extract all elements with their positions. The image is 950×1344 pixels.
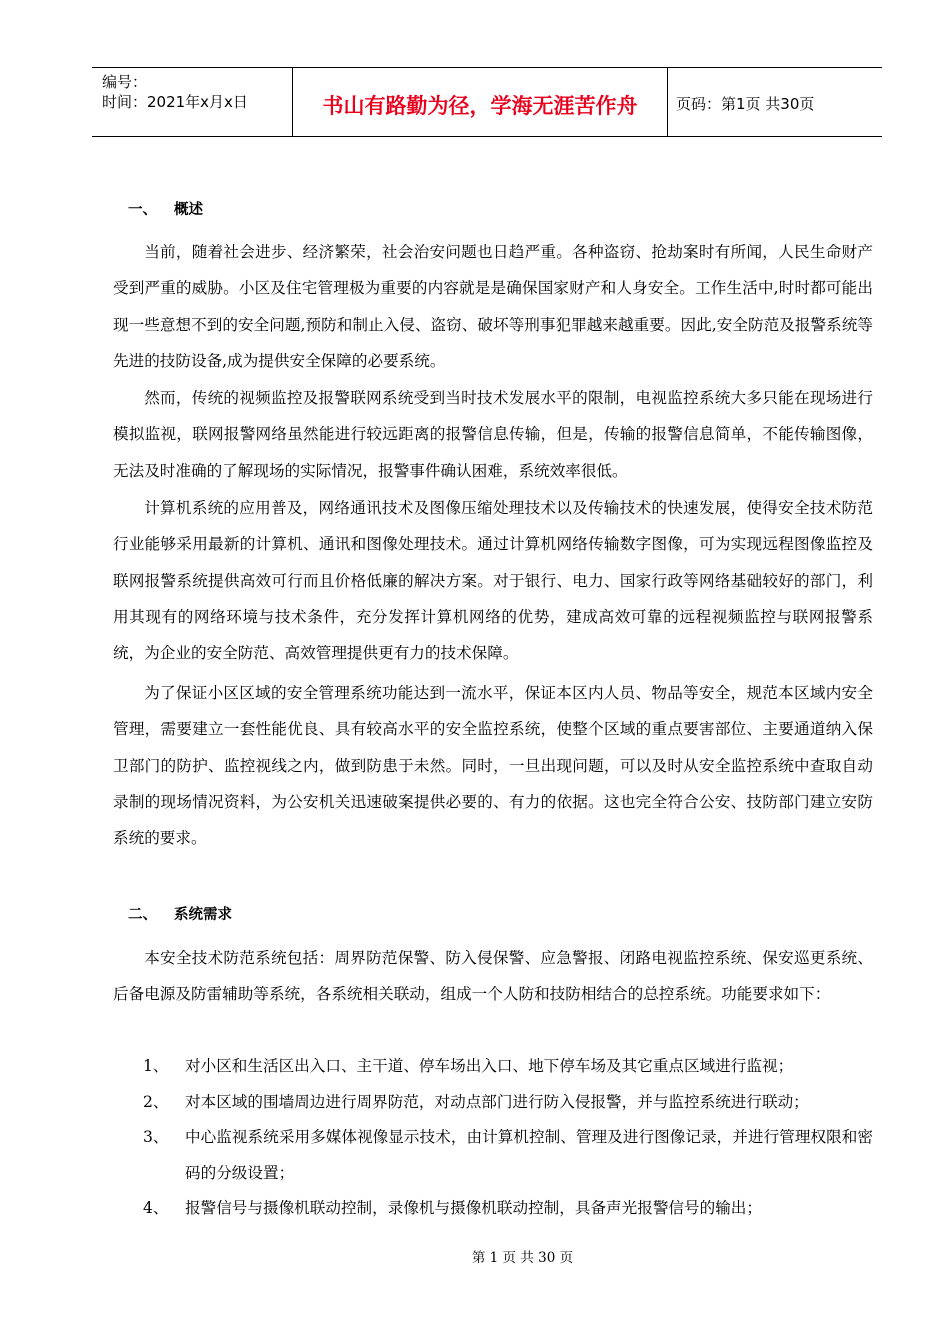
list-item-number: 1、 <box>143 1057 169 1075</box>
list-item <box>113 1120 873 1191</box>
paragraph: 本安全技术防范系统包括：周界防范保警、防入侵保警、应急警报、闭路电视监控系统、保安巡更系统、后备电源及防雷辅助等系统，各系统相关联动，组成一个人防和技防相结合的总控系统。功能要求如下： <box>113 949 873 1004</box>
list-item <box>113 1085 873 1121</box>
paragraph: 然而，传统的视频监控及报警联网系统受到当时技术发展水平的限制，电视监控系统大多只能在现场进行模拟监视，联网报警网络虽然能进行较远距离的报警信息传输，但是，传输的报警信息简单，不能传输图像，无法及时准确的了解现场的实际情况，报警事件确认困难，系统效率很低。 <box>113 389 873 480</box>
section-title-requirements <box>128 903 232 924</box>
list-item-text: 中心监视系统采用多媒体视像显示技术，由计算机控制、管理及进行图像记录，并进行管理权限和密码的分级设置； <box>185 1128 873 1182</box>
list-item-number: 2、 <box>143 1092 169 1111</box>
list-item <box>113 1191 873 1227</box>
section-title-text: 系统需求 <box>174 907 232 923</box>
section-title-text: 概述 <box>174 202 203 218</box>
requirements-list <box>113 1049 873 1227</box>
document-number-label: 编号： <box>102 73 148 91</box>
header-page-cell <box>667 68 882 136</box>
section-number: 一、 <box>128 202 157 218</box>
section-number: 二、 <box>128 907 157 923</box>
list-item-text: 报警信号与摄像机联动控制，录像机与摄像机联动控制，具备声光报警信号的输出； <box>185 1199 762 1217</box>
list-item <box>113 1049 873 1085</box>
header-page-info: 页码：第1页 共30页 <box>676 95 815 113</box>
header-motto: 书山有路勤为径，学海无涯苦作舟 <box>322 94 638 118</box>
section-title-overview <box>128 198 203 219</box>
list-item-number: 4、 <box>143 1199 169 1217</box>
header-info-cell <box>92 68 292 136</box>
list-item-number: 3、 <box>143 1128 169 1146</box>
page-footer: 第 1 页 共 30 页 <box>471 1250 574 1266</box>
document-header <box>92 67 882 137</box>
list-item-text: 对本区域的围墙周边进行周界防范，对动点部门进行防入侵报警，并与监控系统进行联动； <box>185 1092 809 1111</box>
paragraph: 计算机系统的应用普及，网络通讯技术及图像压缩处理技术以及传输技术的快速发展，使得安全技术防范行业能够采用最新的计算机、通讯和图像处理技术。通过计算机网络传输数字图像，可为实现远程图像监控及联网报警系统提供高效可行而且价格低廉的解决方案。对于银行、电力、国家行政等网络基础较好的部门，利用其现有的网络环境与技术条件，充分发挥计算机网络的优势，建成高效可靠的远程视频监控与联网报警系统，为企业的安全防范、高效管理提供更有力的技术保障。 <box>113 499 873 663</box>
paragraph: 当前，随着社会进步、经济繁荣，社会治安问题也日趋严重。各种盗窃、抢劫案时有所闻，人民生命财产受到严重的威胁。小区及住宅管理极为重要的内容就是是确保国家财产和人身安全。工作生活中,时时都可能出现一些意想不到的安全问题,预防和制止入侵、盗窃、破坏等刑事犯罪越来越重要。因此,安全防范及报警系统等先进的技防设备,成为提供安全保障的必要系统。 <box>113 243 873 370</box>
list-item-text: 对小区和生活区出入口、主干道、停车场出入口、地下停车场及其它重点区域进行监视； <box>185 1057 794 1075</box>
paragraph: 为了保证小区区域的安全管理系统功能达到一流水平，保证本区内人员、物品等安全，规范本区域内安全管理，需要建立一套性能优良、具有较高水平的安全监控系统，使整个区域的重点要害部位、主要通道纳入保卫部门的防护、监控视线之内，做到防患于未然。同时，一旦出现问题，可以及时从安全监控系统中查取自动录制的现场情况资料，为公安机关迅速破案提供必要的、有力的依据。这也完全符合公安、技防部门建立安防系统的要求。 <box>113 684 873 848</box>
document-time-label: 时间：2021年x月x日 <box>102 93 248 111</box>
header-motto-cell <box>292 68 668 136</box>
